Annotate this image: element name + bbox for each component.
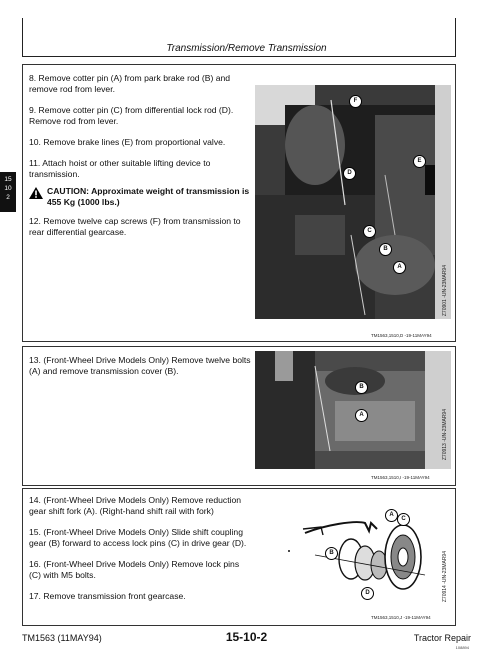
step-11: 11. Attach hoist or other suitable lifting device to transmission.: [29, 158, 211, 179]
callout-c: C: [397, 513, 410, 526]
side-tab-line: 15: [4, 176, 12, 183]
step-17: 17. Remove transmission front gearcase.: [29, 591, 186, 601]
section-2-text: [29, 355, 251, 387]
gear-diagram: [285, 495, 445, 613]
callout-e: E: [413, 155, 426, 168]
callout-b: B: [325, 547, 338, 560]
manual-id: TM1563 (11MAY94): [22, 633, 102, 643]
step-8: 8. Remove cotter pin (A) from park brake rod (B) and remove rod from lever.: [29, 73, 231, 94]
photo-1-illustration: [255, 85, 451, 319]
step-16: 16. (Front-Wheel Drive Models Only) Remove lock pins (C) with M5 bolts.: [29, 559, 240, 580]
transmission-photo-1: [255, 85, 451, 319]
section-3-text: [29, 495, 251, 612]
doc-code-1: TM1563,1510,D -19-11MAY94: [371, 333, 432, 338]
side-tab-line: 10: [4, 185, 12, 192]
manual-section-name: Tractor Repair: [413, 633, 471, 643]
callout-b: B: [379, 243, 392, 256]
caution-box: [29, 186, 251, 208]
callout-d: D: [343, 167, 356, 180]
step-10: 10. Remove brake lines (E) from proportional valve.: [29, 137, 226, 147]
step-9: 9. Remove cotter pin (C) from differential lock rod (D). Remove rod from lever.: [29, 105, 234, 126]
procedure-section-3: [22, 488, 456, 626]
page-title: Transmission/Remove Transmission: [166, 43, 327, 54]
warning-triangle-icon: [29, 187, 43, 199]
figure-id-3: Z70914 -UN-23MAR94: [442, 551, 448, 603]
header-underline: [22, 56, 456, 57]
callout-f: F: [349, 95, 362, 108]
figure-id-2: Z70913 -UN-23MAR94: [442, 409, 448, 461]
step-15: 15. (Front-Wheel Drive Models Only) Slide shift coupling gear (B) forward to access lock pins (C) in drive gear (D).: [29, 527, 247, 548]
callout-b: B: [355, 381, 368, 394]
callout-d: D: [361, 587, 374, 600]
procedure-section-2: [22, 346, 456, 486]
doc-code-2: TM1563,1510,I -19-11MAY94: [371, 475, 430, 480]
callout-c: C: [363, 225, 376, 238]
callout-a: A: [355, 409, 368, 422]
callout-a: A: [393, 261, 406, 274]
section-1-text: [29, 73, 251, 248]
caution-text: CAUTION: Approximate weight of transmission is 455 Kg (1000 lbs.): [47, 186, 250, 207]
page-number: 15-10-2: [225, 630, 268, 644]
procedure-section-1: [22, 64, 456, 342]
section-side-tab: [0, 172, 16, 212]
callout-a: A: [385, 509, 398, 522]
figure-id-1: Z70901 -UN-23MAR94: [442, 265, 448, 317]
step-12: 12. Remove twelve cap screws (F) from transmission to rear differential gearcase.: [29, 216, 241, 237]
footer-code: 108894: [455, 645, 469, 650]
step-14: 14. (Front-Wheel Drive Models Only) Remove reduction gear shift fork (A). (Right-hand shift rail with fork): [29, 495, 242, 516]
transmission-photo-2: [255, 351, 451, 469]
side-tab-line: 2: [6, 194, 10, 201]
photo-2-illustration: [255, 351, 451, 469]
doc-code-3: TM1563,1510,J -19-11MAY94: [371, 615, 431, 620]
step-13: 13. (Front-Wheel Drive Models Only) Remove twelve bolts (A) and remove transmission cover (B).: [29, 355, 251, 376]
